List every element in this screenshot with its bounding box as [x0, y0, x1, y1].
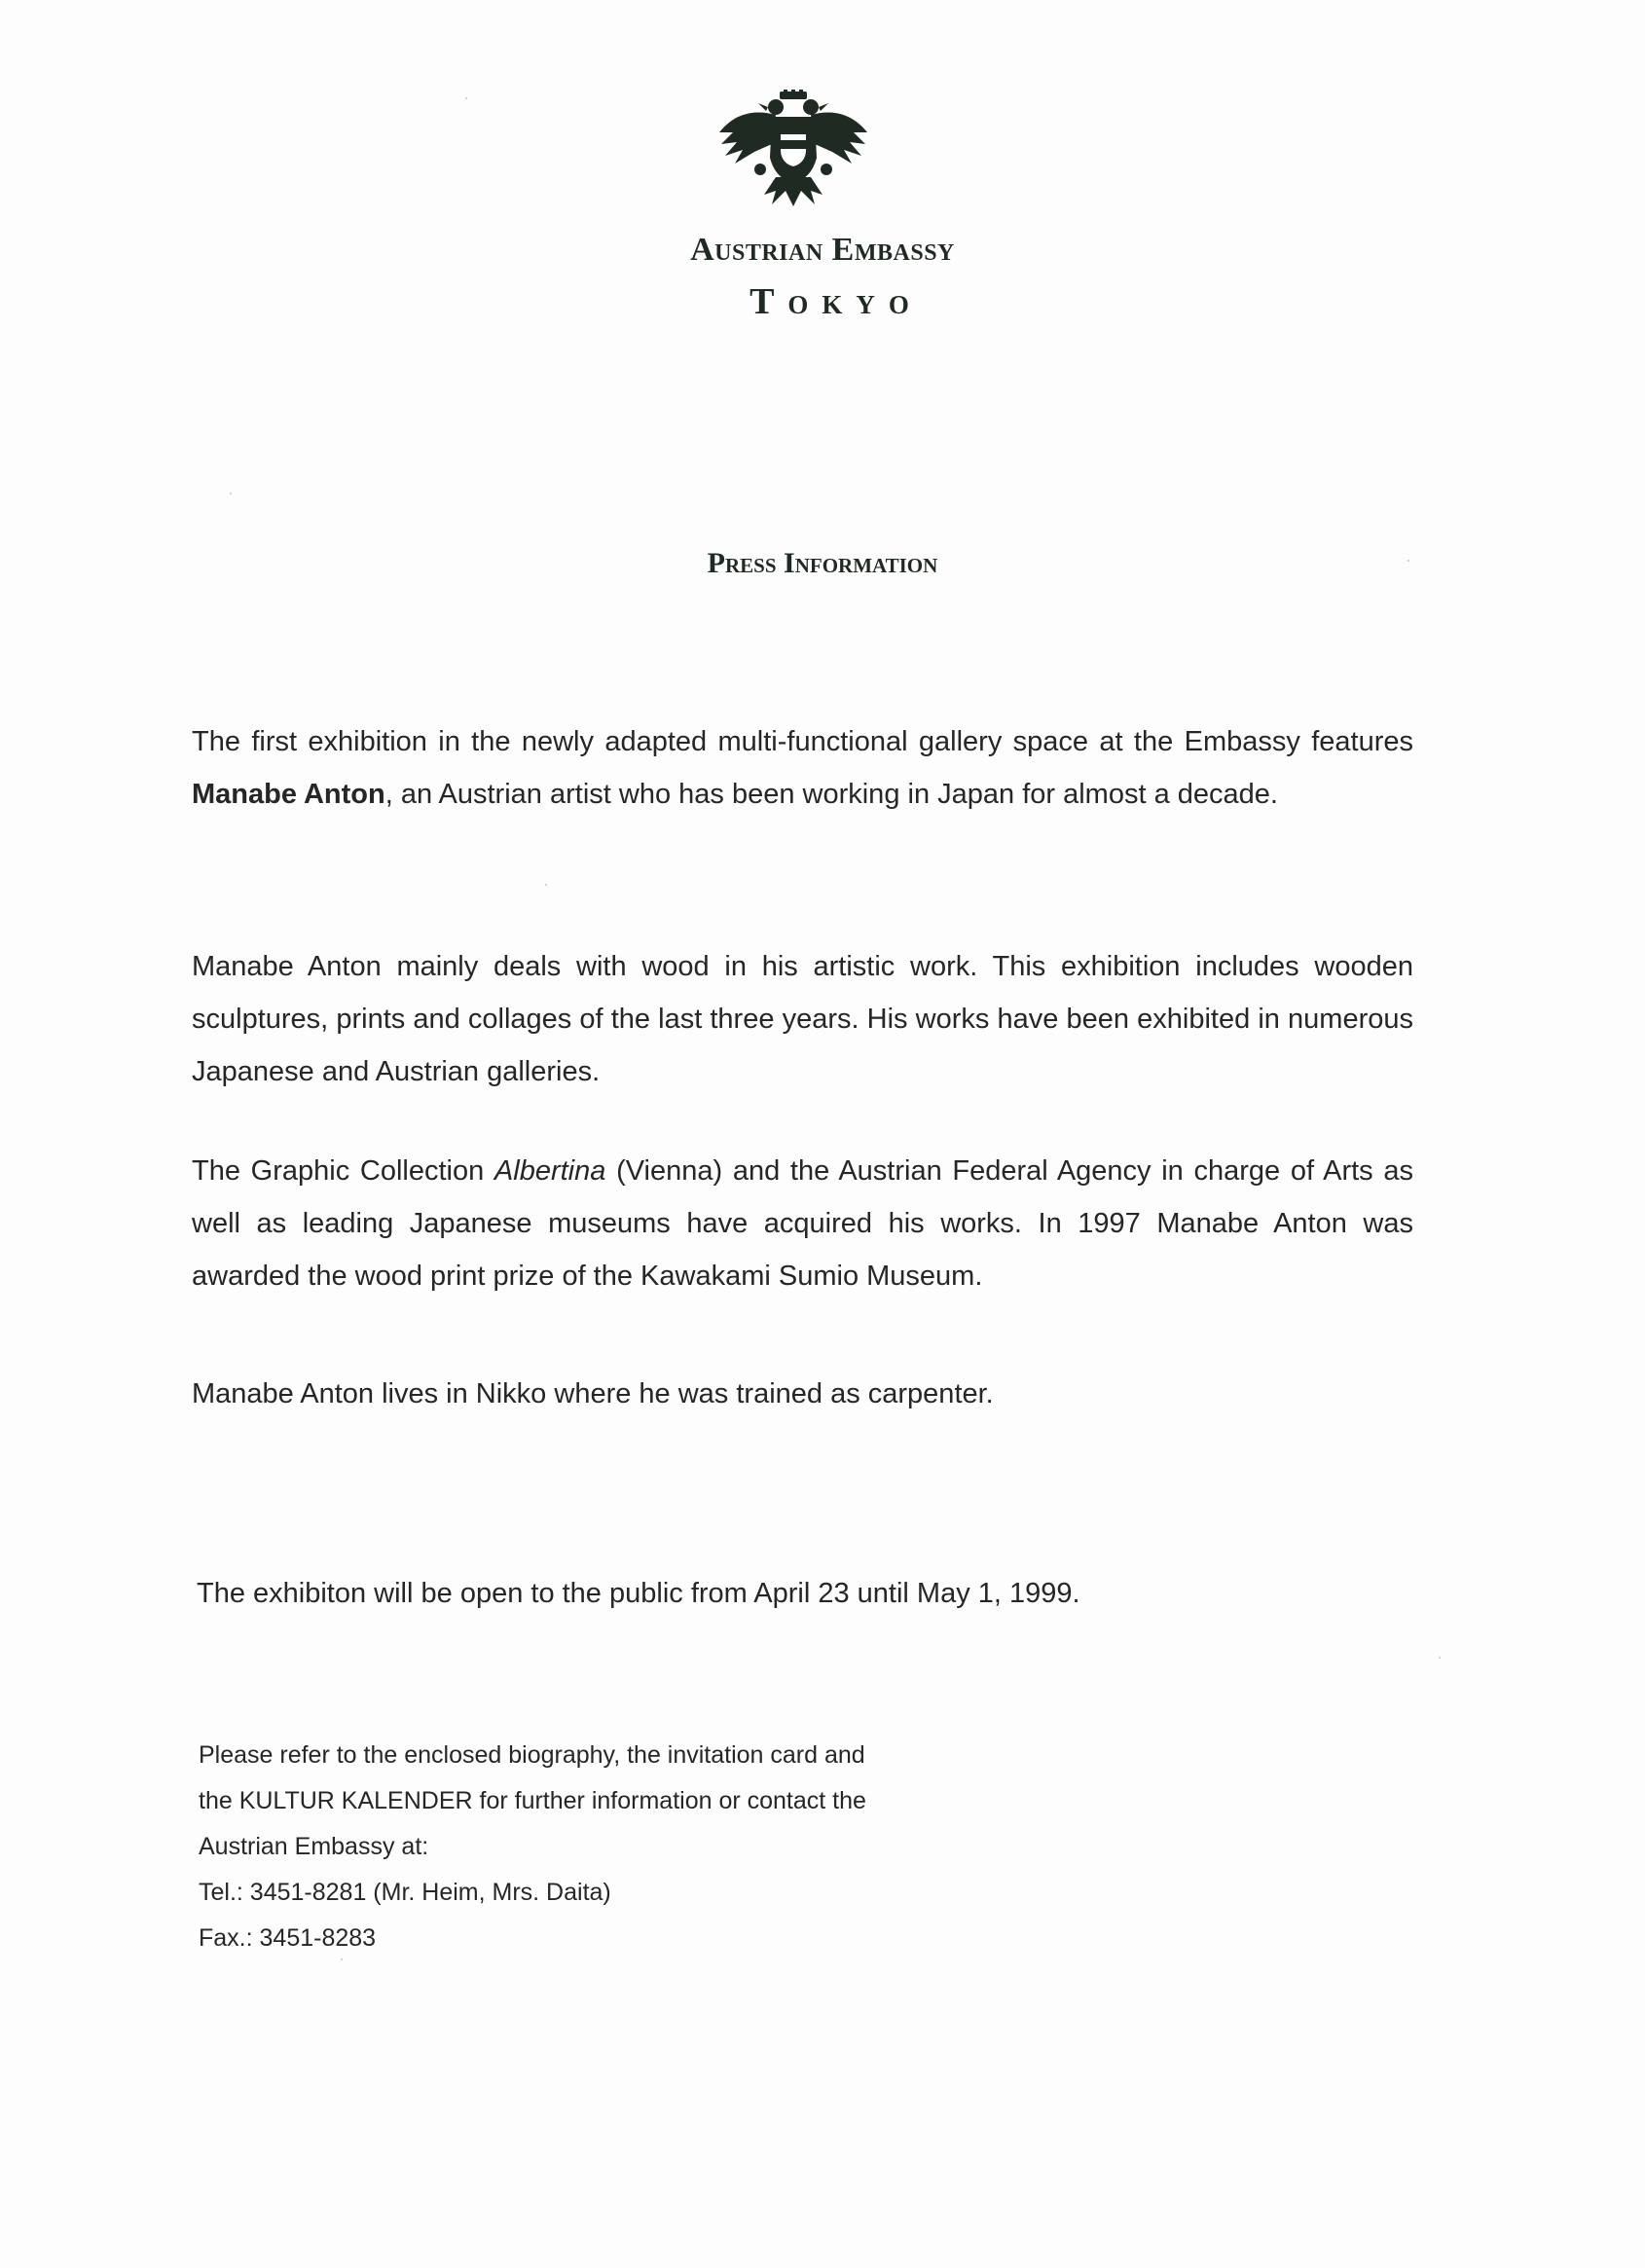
embassy-city: Tokyo	[749, 281, 923, 322]
collection-name: Albertina	[494, 1155, 606, 1187]
scan-speck	[230, 493, 232, 494]
paragraph-intro-text: The first exhibition in the newly adapted multi-functional gallery space at the Embassy features	[192, 726, 1413, 757]
paragraph-collections	[192, 1145, 1413, 1302]
paragraph-collections-text: The Graphic Collection	[192, 1155, 494, 1187]
scan-speck	[341, 1958, 343, 1960]
paragraph-intro-text-end: , an Austrian artist who has been working in Japan for almost a decade.	[384, 779, 1278, 810]
artist-name: Manabe Anton	[192, 779, 385, 810]
contact-line: Please refer to the enclosed biography, the invitation card and	[199, 1741, 865, 1769]
contact-block	[199, 1733, 866, 1961]
page-title: Press Information	[707, 547, 938, 579]
embassy-name: Austrian Embassy	[690, 232, 955, 268]
paragraph-dates: The exhibiton will be open to the public from April 23 until May 1, 1999.	[197, 1578, 1080, 1609]
contact-telephone: Tel.: 3451-8281 (Mr. Heim, Mrs. Daita)	[199, 1879, 611, 1906]
scan-speck	[465, 97, 467, 99]
austrian-eagle-crest-icon	[715, 90, 871, 216]
paragraph-work: Manabe Anton mainly deals with wood in his artistic work. This exhibition includes wooden sculptures, prints and collages of the last three years. His works have been exhibited in numerous Japanese and Austrian galleries.	[192, 951, 1413, 1087]
contact-fax: Fax.: 3451-8283	[199, 1924, 377, 1952]
scan-speck	[1439, 1657, 1441, 1659]
paragraph-intro	[192, 715, 1413, 821]
contact-line: the KULTUR KALENDER for further information or contact the	[199, 1787, 866, 1814]
scan-speck	[545, 884, 547, 886]
scan-speck	[1407, 560, 1409, 562]
paragraph-collections-text-end: (Vienna) and the Austrian Federal Agency in charge of Arts as well as leading Japanese museums have acquired his works. In 1997 Manabe Anton was awarded the wood print prize of the Kawakami Sumio Museum.	[192, 1155, 1413, 1292]
paragraph-residence: Manabe Anton lives in Nikko where he was trained as carpenter.	[192, 1378, 994, 1409]
contact-line: Austrian Embassy at:	[199, 1833, 429, 1860]
